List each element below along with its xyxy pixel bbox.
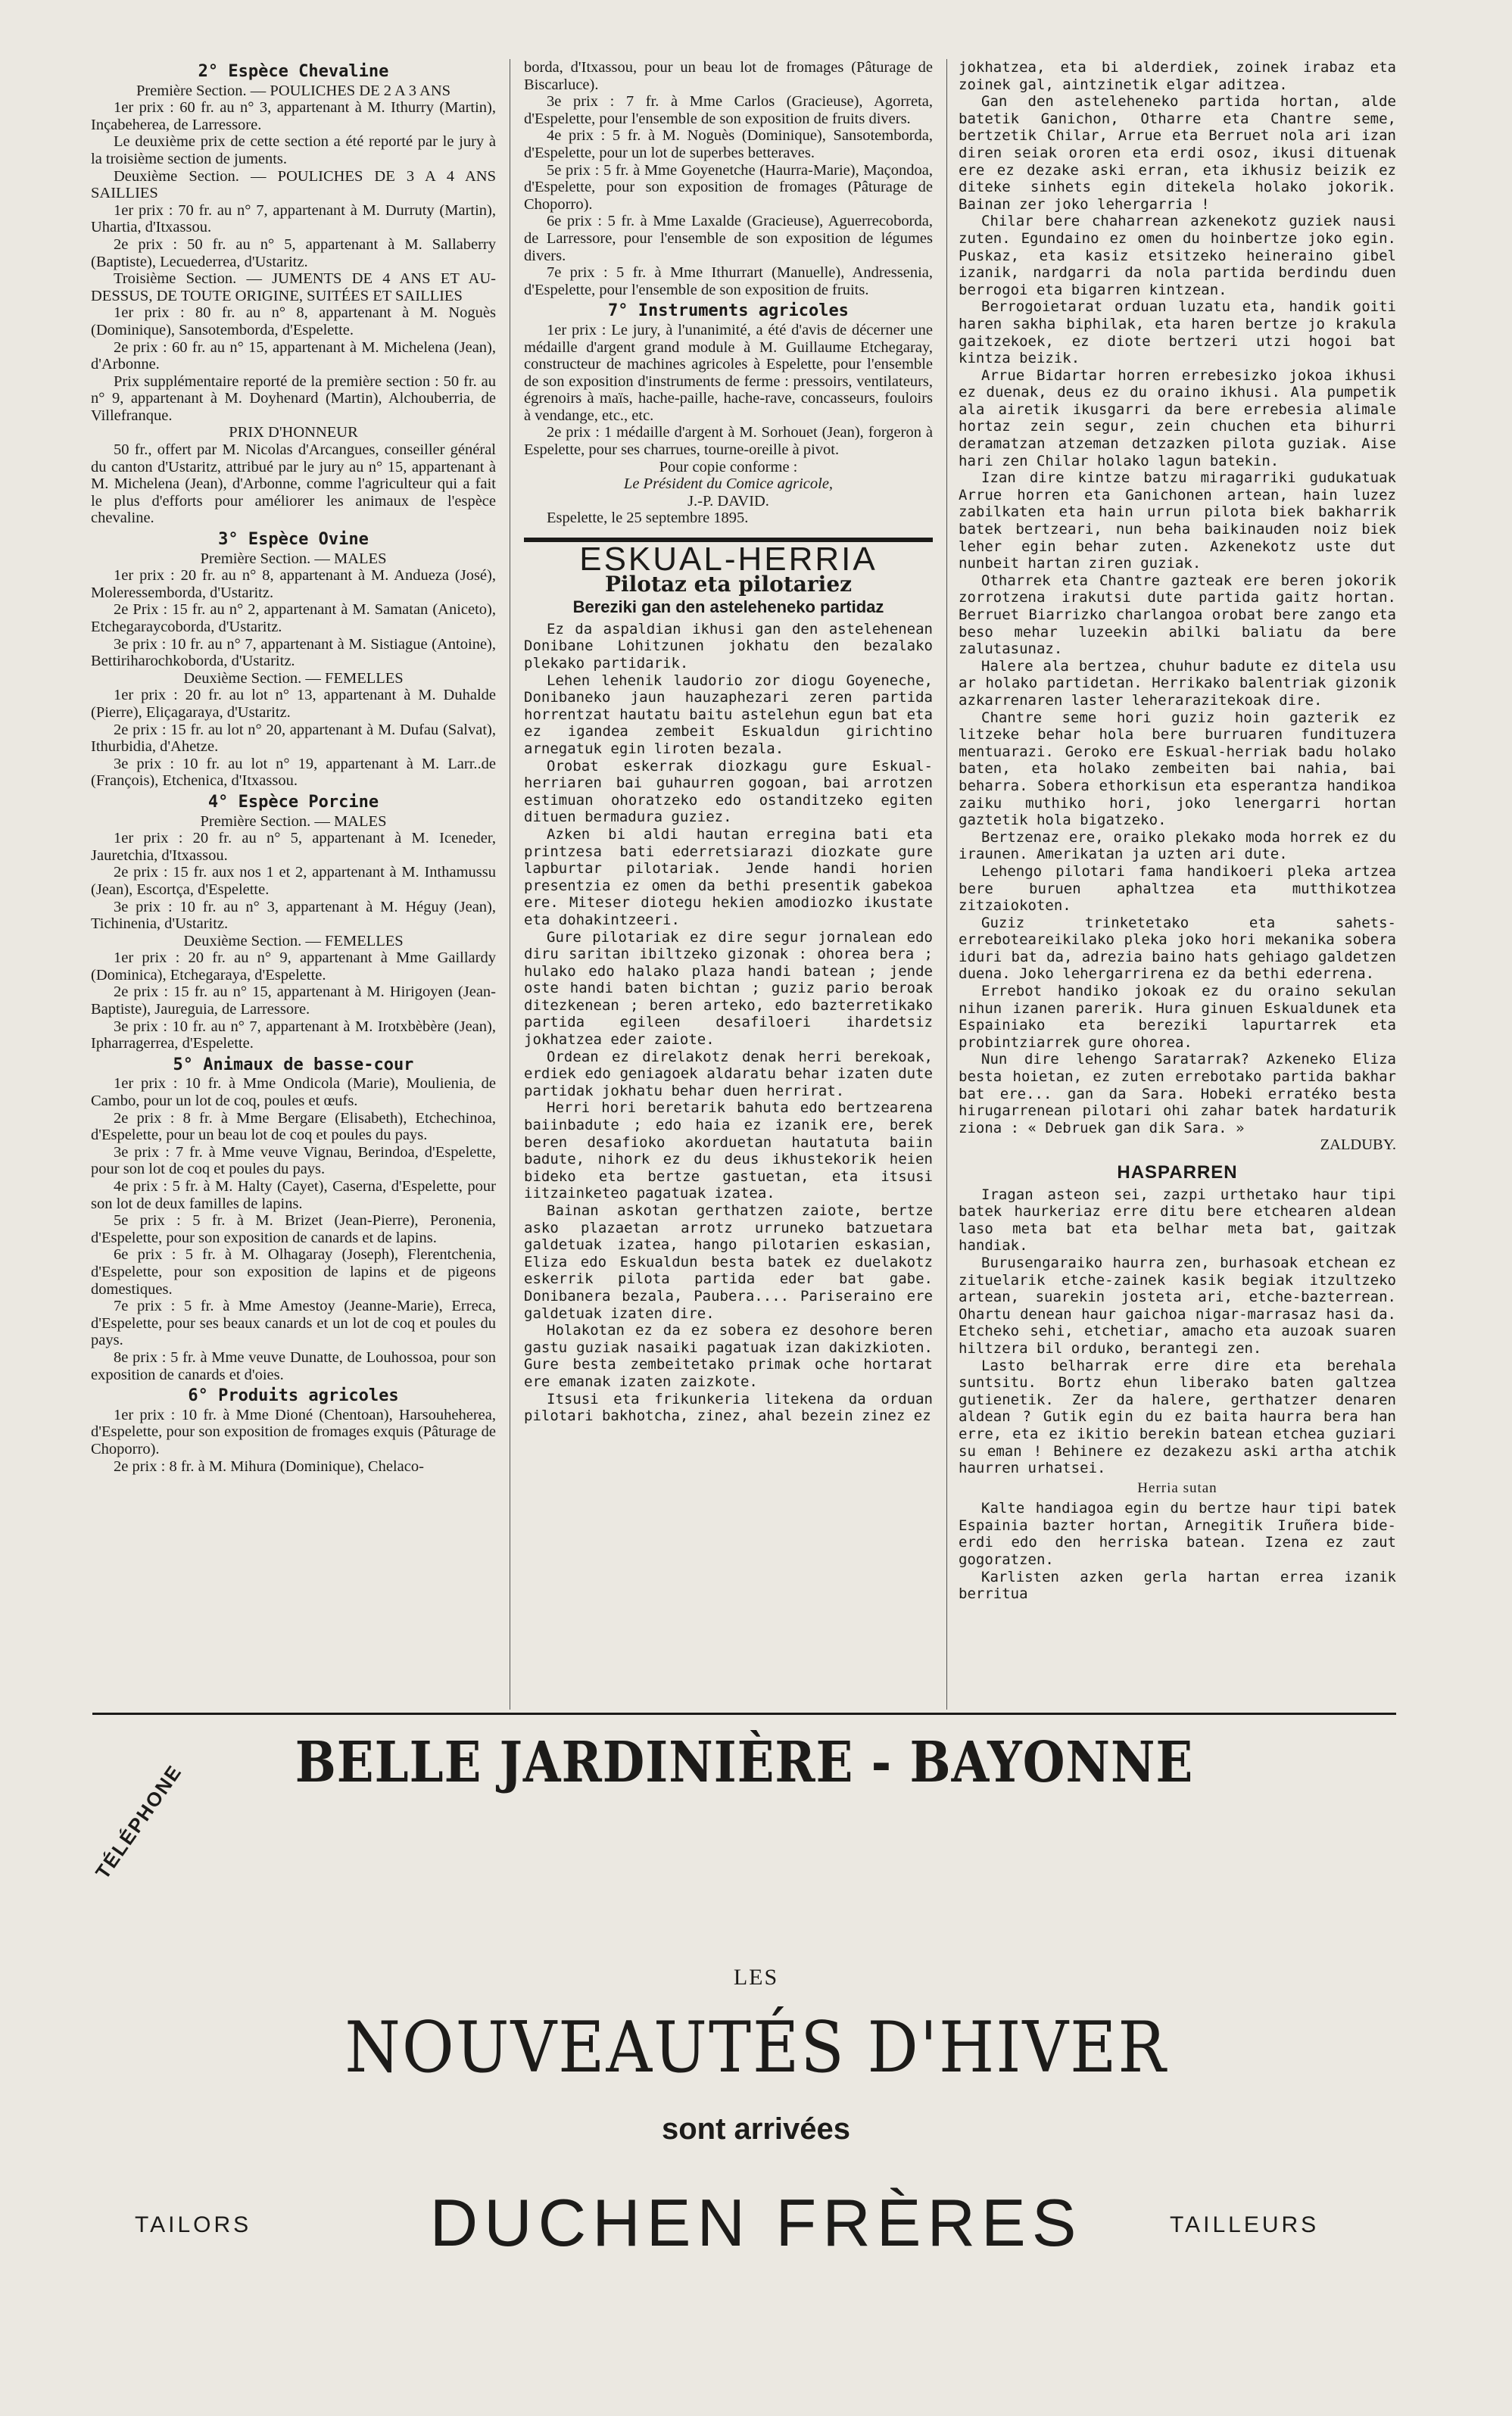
paragraph: 1er prix : 10 fr. à Mme Ondicola (Marie), Moulienia, de Cambo, pour un lot de coq, poules et œufs.: [91, 1075, 496, 1110]
advert-divider: [92, 1713, 1396, 1715]
paragraph: 3e prix : 10 fr. au n° 3, appartenant à M. Héguy (Jean), Tichinenia, d'Ustaritz.: [91, 898, 496, 933]
paragraph: 2e prix : 15 fr. au n° 15, appartenant à M. Hirigoyen (Jean-Baptiste), Jaureguia, de Larressore.: [91, 984, 496, 1018]
advert-telephone: TÉLÉPHONE: [91, 1760, 187, 1884]
signature-line: Le Président du Comice agricole,: [623, 475, 834, 493]
paragraph: 2e prix : 50 fr. au n° 5, appartenant à M. Sallaberry (Baptiste), Lecuederrea, d'Ustaritz.: [91, 235, 496, 270]
paragraph: 3e prix : 10 fr. au n° 7, appartenant à M. Irotxbèbère (Jean), Ipharragerrea, d'Espelette.: [91, 1018, 496, 1052]
section-heading: 2° Espèce Chevaline: [198, 62, 389, 81]
paragraph: Ordean ez direlakotz denak herri berekoak, erdiek edo geniagoek aldaratu behar izaten dute partidak jokhatu behar duen herrirat.: [524, 1048, 933, 1099]
column-1: [91, 59, 496, 1710]
advert-tailleurs: TAILLEURS: [1170, 2212, 1320, 2237]
section-heading: HASPARREN: [1117, 1162, 1238, 1183]
paragraph: 1er prix : 60 fr. au n° 3, appartenant à M. Ithurry (Martin), Inçabeherea, de Larressore.: [91, 99, 496, 133]
paragraph: Burusengaraiko haurra zen, burhasoak etchean ez zituelarik etche-zainek kasik begiak itzultzeko artean, suarekin josteta ari, etche-bazterrean. Ohartu denean haur gaichoa nigar-marrasaz hasi da. Etcheko sehi, etchetiar, amacho eta auzoak suaren hiltzera bil orduko, berantegi zen.: [959, 1254, 1396, 1357]
paragraph: 2e prix : 15 fr. aux nos 1 et 2, appartenant à M. Inthamussu (Jean), Escortça, d'Espelette.: [91, 864, 496, 898]
paragraph: 50 fr., offert par M. Nicolas d'Arcangues, conseiller général du canton d'Ustaritz, attribué par le jury au n° 15, appartenant à M. Michelena (Jean), d'Arbonne, comme l'agriculteur qui a fait le plus d'efforts pour améliorer les animaux de l'espèce chevaline.: [91, 441, 496, 527]
signature: ZALDUBY.: [1320, 1136, 1396, 1154]
paragraph: 3e prix : 7 fr. à Mme Carlos (Gracieuse), Agorreta, d'Espelette, pour l'ensemble de son exposition de fruits divers.: [524, 93, 933, 127]
paragraph: 4e prix : 5 fr. à M. Halty (Cayet), Caserna, d'Espelette, pour son lot de deux familles de lapins.: [91, 1178, 496, 1212]
advert-headline: NOUVEAUTÉS D'HIVER: [344, 2006, 1168, 2088]
paragraph: Holakotan ez da ez sobera ez desohore beren gastu guziak nasaiki pagatuak izan dakizkioten. Gure besta zembeitetako primak oche hortarat ere emanak izaten zaizkote.: [524, 1322, 933, 1390]
paragraph: Lehen lehenik laudorio zor diogu Goyeneche, Donibaneko jaun hauzaphezari zeren partida horrentzat hautatu baitu astelehun egun bat eta ez igandea zembeit Eskualdun girichtino arnegatuk egin liroten bezala.: [524, 672, 933, 757]
paragraph: Azken bi aldi hautan erregina bati eta printzesa bati ederretsiarazi diozkate gure lapburtar pilotariak. Jende handi horien presentzia ez omen da bethi presentik gabekoa ere. Miteser diotegu hekien amodiozko ikustate eta dohakintzeeri.: [524, 825, 933, 928]
paragraph: 6e prix : 5 fr. à M. Olhagaray (Joseph), Flerentchenia, d'Espelette, pour son exposition de lapins et de pigeons domestiques.: [91, 1246, 496, 1298]
paragraph: Iragan asteon sei, zazpi urthetako haur tipi batek haurkeriaz erre ditu bere etchearen aldean laso meta bat eta belhar meta bat, gaitzak handiak.: [959, 1186, 1396, 1255]
paragraph: 1er prix : 20 fr. au n° 8, appartenant à M. Andueza (José), Moleressemborda, d'Ustaritz.: [91, 567, 496, 601]
section-heading: 5° Animaux de basse-cour: [173, 1055, 414, 1074]
centered-line: Pour copie conforme :: [659, 458, 798, 475]
paragraph: 2e prix : 8 fr. à M. Mihura (Dominique), Chelaco-: [114, 1457, 424, 1475]
section-heading: 7° Instruments agricoles: [608, 301, 849, 321]
paragraph: 1er prix : 20 fr. au n° 9, appartenant à Mme Gaillardy (Dominica), Etchegaraya, d'Espelette.: [91, 949, 496, 984]
paragraph: Halere ala bertzea, chuhur badute ez ditela usu ar holako partidetan. Herrikako balentriak gizonik azkarrenaren laster leherarazitekoak dire.: [959, 657, 1396, 709]
banner-title: ESKUAL-HERRIA: [579, 541, 878, 578]
column-3: [959, 59, 1396, 1710]
paragraph: 1er prix : 70 fr. au n° 7, appartenant à M. Durruty (Martin), Uhartia, d'Itxassou.: [91, 201, 496, 236]
paragraph: 8e prix : 5 fr. à Mme veuve Dunatte, de Louhossoa, pour son exposition de canards et d'oies.: [91, 1348, 496, 1383]
paragraph: 5e prix : 5 fr. à Mme Goyenetche (Haurra-Marie), Maçondoa, d'Espelette, pour son exposition de fromages (Pâturage de Choporro).: [524, 161, 933, 213]
paragraph: 2e Prix : 15 fr. au n° 2, appartenant à M. Samatan (Aniceto), Etchegaraycoborda, d'Ustaritz.: [91, 601, 496, 635]
paragraph: Guziz trinketetako eta sahets-erreboteareikilako pleka joko hori mekanika sobera iduri bat da, adrezia baino hats gehiago galdetzen duena. Joko lehergarrirena ez da bethi ederrena.: [959, 914, 1396, 983]
paragraph: jokhatzea, eta bi alderdiek, zoinek irabaz eta zoinek gal, aintzinetik elgar aditzea.: [959, 59, 1396, 93]
paragraph: Chilar bere chaharrean azkenekotz guziek nausi zuten. Egundaino ez omen du hoinbertze joko egin. Puskaz, eta kasiz etsitzeko heineraino gibel izanik, nardgarri da nola partida berdindu duen berrogoi eta bigarren kintzean.: [959, 213, 1396, 298]
paragraph: Orobat eskerrak diozkagu gure Eskual-herriaren bai guhaurren gogoan, bai arrotzen estimuan ohoratzeko edo ostanditzeko egiten dituen bermadura guziez.: [524, 757, 933, 826]
paragraph: 5e prix : 5 fr. à M. Brizet (Jean-Pierre), Peronenia, d'Espelette, pour son exposition de canards et de lapins.: [91, 1212, 496, 1246]
paragraph: 2e prix : 8 fr. à Mme Bergare (Elisabeth), Etchechinoa, d'Espelette, pour un beau lot de coq et poules du pays.: [91, 1109, 496, 1144]
paragraph: Bertzenaz ere, oraiko plekako moda horrek ez du iraunen. Amerikatan ja uzten ari dute.: [959, 828, 1396, 863]
paragraph: Lehengo pilotari fama handikoeri pleka artzea bere buruen aphaltzea eta mutthikotzea zitzaiokoten.: [959, 862, 1396, 915]
column-2: [524, 59, 933, 1710]
paragraph: 4e prix : 5 fr. à M. Noguès (Dominique), Sansotemborda, d'Espelette, pour un lot de superbes betteraves.: [524, 127, 933, 161]
section-banner: [524, 538, 933, 616]
section-heading: 6° Produits agricoles: [188, 1386, 399, 1406]
advert-subline: sont arrivées: [661, 2112, 851, 2146]
paragraph: Herri hori beretarik bahuta edo bertzearena baiinbadute ; edo haia ez izanik ere, berek beren desafioko akorduetan hautatuta baiin badute, nihork ez du deus ikhustekorik heien bideko eta bertze gastuetan, eta itsusi iitzainketeo pagatuak izatea.: [524, 1099, 933, 1202]
paragraph: Chantre seme hori guziz hoin gazterik ez litzeke behar hola bere burruaren fundituzera mentuarazi. Geroko ere Eskual-herriak badu holako baten, eta holako zembeiten bai nahia, bai beharra. Sobera ethorkisun eta esperantza handikoa zaiku muthiko hori, joko lenergarri hortan gaztetik hola bigatzeko.: [959, 709, 1396, 829]
paragraph: 1er prix : 10 fr. à Mme Dioné (Chentoan), Harsouheherea, d'Espelette, pour son exposition de fromages exquis (Pâturage de Choporro).: [91, 1406, 496, 1457]
paragraph: Prix supplémentaire reporté de la première section : 50 fr. au n° 9, appartenant à M. Doyhenard (Martin), Alchouberria, de Villefranque.: [91, 373, 496, 424]
paragraph: Errebot handiko jokoak ez du oraino sekulan nihun izanen parerik. Hura ginuen Eskualdunek eta Espainiako eta bereziki lapurtarrek eta probintziarrek gure ohorea.: [959, 983, 1396, 1051]
paragraph: 2e prix : 60 fr. au n° 15, appartenant à M. Michelena (Jean), d'Arbonne.: [91, 338, 496, 373]
paragraph: Karlisten azken gerla hartan errea izanik berritua: [959, 1568, 1396, 1603]
advert-tailors: TAILORS: [135, 2212, 252, 2237]
paragraph: Lasto belharrak erre dire eta berehala suntsitu. Bortz ehun liberako baten galtzea gutienetik. Zer da halere, gerthatzer denaren aldean ? Gutik egin du ez baita haurra bera han erre, eta ez ikitio berekin batean etchea guziari su eman ! Behinere ez dezakezu aski artha atchik haurren urhatsei.: [959, 1357, 1396, 1477]
paragraph: Izan dire kintze batzu miragarriki gudukatuak Arrue horren eta Ganichonen artean, hain luzez zabilkaten eta hain urrun pilota biek bakharrik batek bertzeari, nun beha baikinauden noiz biek leher egin behar zuten. Azkenekotz uste dut nunbeit hartan ziren guziak.: [959, 469, 1396, 572]
centered-line: Deuxième Section. — FEMELLES: [183, 669, 404, 687]
section-heading: 3° Espèce Ovine: [218, 530, 369, 550]
paragraph: Gure pilotariak ez dire segur jornalean edo diru saritan ibiltzeko gizonak : ohorea bera ; hulako edo halako plaza handi batean ; jende oste handi baten bichtan ; guziz pario beroak ditezkenean ; beren arteko, edo bazterretikako partida egileen desafiloeri ihardetsiz jokhatzea eder zaiote.: [524, 928, 933, 1049]
paragraph: 3e prix : 7 fr. à Mme veuve Vignau, Berindoa, d'Espelette, pour son lot de coq et poules du pays.: [91, 1143, 496, 1178]
paragraph: Kalte handiagoa egin du bertze haur tipi batek Espainia bazter hortan, Arnegitik Iruñera bide-erdi edo den herriska batean. Izena ez zaut gogoratzen.: [959, 1500, 1396, 1569]
subheading: Herria sutan: [1137, 1479, 1217, 1496]
paragraph: 1er prix : Le jury, à l'unanimité, a été d'avis de décerner une médaille d'argent grand module à M. Guillaume Etchegaray, constructeur de machines agricoles à Espelette, pour l'ensemble de son exposition d'instruments de ferme : pressoirs, ventilateurs, égrenoirs à maïs, hache-paille, hache-rave, concasseurs, fouloirs à vendange, etc., etc.: [524, 321, 933, 424]
paragraph: 2e prix : 15 fr. au lot n° 20, appartenant à M. Dufau (Salvat), Ithurbidia, d'Ahetze.: [91, 721, 496, 756]
banner-subtitle: Pilotaz eta pilotariez: [604, 571, 853, 597]
paragraph: 3e prix : 10 fr. au lot n° 19, appartenant à M. Larr..de (François), Etchenica, d'Itxassou.: [91, 755, 496, 790]
centered-line: Première Section. — MALES: [200, 812, 387, 830]
paragraph: Ez da aspaldian ikhusi gan den astelehenean Donibane Lohitzunen jokhatu den bezalako plekako partidarik.: [524, 620, 933, 672]
centered-line: Deuxième Section. — FEMELLES: [183, 932, 404, 949]
paragraph: 2e prix : 1 médaille d'argent à M. Sorhouet (Jean), forgeron à Espelette, pour ses charrues, tourne-oreille à pivot.: [524, 424, 933, 459]
advert-brand: DUCHEN FRÈRES: [429, 2185, 1083, 2260]
paragraph: Troisième Section. — JUMENTS DE 4 ANS ET AU-DESSUS, DE TOUTE ORIGINE, SUITÉES ET SAILLIES: [91, 270, 496, 304]
paragraph: Espelette, le 25 septembre 1895.: [547, 510, 749, 527]
paragraph: Berrogoietarat orduan luzatu eta, handik goiti haren sakha biphilak, eta haren bertze jo krakula gaitzekoek, ez diote bertzeri utzi hogoi bat kintza beizik.: [959, 298, 1396, 367]
banner-tagline: Bereziki gan den asteleheneko partidaz: [572, 597, 884, 617]
paragraph: Le deuxième prix de cette section a été reporté par le jury à la troisième section de juments.: [91, 133, 496, 167]
column-divider: [946, 59, 947, 1710]
centered-line: Première Section. — MALES: [200, 550, 387, 567]
section-heading: 4° Espèce Porcine: [207, 792, 379, 812]
paragraph: Deuxième Section. — POULICHES DE 3 A 4 ANS SAILLIES: [91, 167, 496, 202]
paragraph: Bainan askotan gerthatzen zaiote, bertze asko plazaetan arrotz urruneko batzuetara galdetuak izatea, hango pilotarien eskasian, Eliza edo Eskualdun besta batek ez duelakotz eskerrik pilota partida eder bat gabe. Donibanera bezala, Paubera.... Pariseraino ere galdetuak izaten dire.: [524, 1202, 933, 1322]
centered-line: J.-P. DAVID.: [687, 492, 769, 510]
paragraph: Arrue Bidartar horren errebesizko jokoa ikhusi ez duenak, deus ez du oraino ikhusi. Ala pumpetik ala airetik ikusgarri da bere errebesia alimale hortaz zein segur, zein chuchen eta bihurri deramatzan atzeman detzazken pilota guziak. Aise hari zen Chilar holako lagun batekin.: [959, 366, 1396, 469]
paragraph: 7e prix : 5 fr. à Mme Amestoy (Jeanne-Marie), Erreca, d'Espelette, pour ses beaux canards et un lot de coq et poules du pays.: [91, 1298, 496, 1349]
centered-line: PRIX D'HONNEUR: [229, 424, 358, 441]
paragraph: Itsusi eta frikunkeria litekena da orduan pilotari bakhotcha, zinez, ahal bezein zinez ez: [524, 1390, 933, 1425]
advert-les: LES: [733, 1965, 779, 1990]
paragraph: Nun dire lehengo Saratarrak? Azkeneko Eliza besta hoietan, ez zuten errebotako partida bakhar bat ere... gan da Sara. Hobeki erratéko besta hirugarrenean pilotari ohi zahar batek hardaturik ziona : « Debruek gan dik Sara. »: [959, 1051, 1396, 1136]
paragraph: 6e prix : 5 fr. à Mme Laxalde (Gracieuse), Aguerrecoborda, de Larressore, pour l'ensemble de son exposition de légumes divers.: [524, 213, 933, 264]
paragraph: 1er prix : 80 fr. au n° 8, appartenant à M. Noguès (Dominique), Sansotemborda, d'Espelette.: [91, 304, 496, 338]
centered-line: Première Section. — POULICHES DE 2 A 3 ANS: [136, 82, 451, 99]
paragraph: 1er prix : 20 fr. au lot n° 13, appartenant à M. Duhalde (Pierre), Eliçagaraya, d'Ustaritz.: [91, 687, 496, 721]
advert-title: BELLE JARDINIÈRE - BAYONNE: [295, 1730, 1194, 1796]
paragraph: Gan den asteleheneko partida hortan, alde batetik Ganichon, Otharre eta Chantre seme, bertzetik Chilar, Arrue eta Berruet nola ari izan diren seiak ororen eta erdi osoz, ikusi dituenak ere ez dezake aski erran, eta ikhusiz beizik ez diteke sinhets egin ditekela holako jokorik. Bainan zer joko lehergarria !: [959, 93, 1396, 213]
paragraph: 3e prix : 10 fr. au n° 7, appartenant à M. Sistiague (Antoine), Bettiriharochkoborda, d'Ustaritz.: [91, 635, 496, 670]
paragraph: borda, d'Itxassou, pour un beau lot de fromages (Pâturage de Biscarluce).: [524, 59, 933, 93]
paragraph: 7e prix : 5 fr. à Mme Ithurrart (Manuelle), Andressenia, d'Espelette, pour l'ensemble de son exposition de fruits.: [524, 264, 933, 298]
paragraph: Otharrek eta Chantre gazteak ere beren jokorik zorrotzena irakutsi dute partida gaitz hortan. Berruet Biarrizko charlangoa orobat bere zango eta beso mehar luzeekin abilki baliatu da bere zalutasunaz.: [959, 572, 1396, 658]
paragraph: 1er prix : 20 fr. au n° 5, appartenant à M. Iceneder, Jauretchia, d'Itxassou.: [91, 830, 496, 864]
